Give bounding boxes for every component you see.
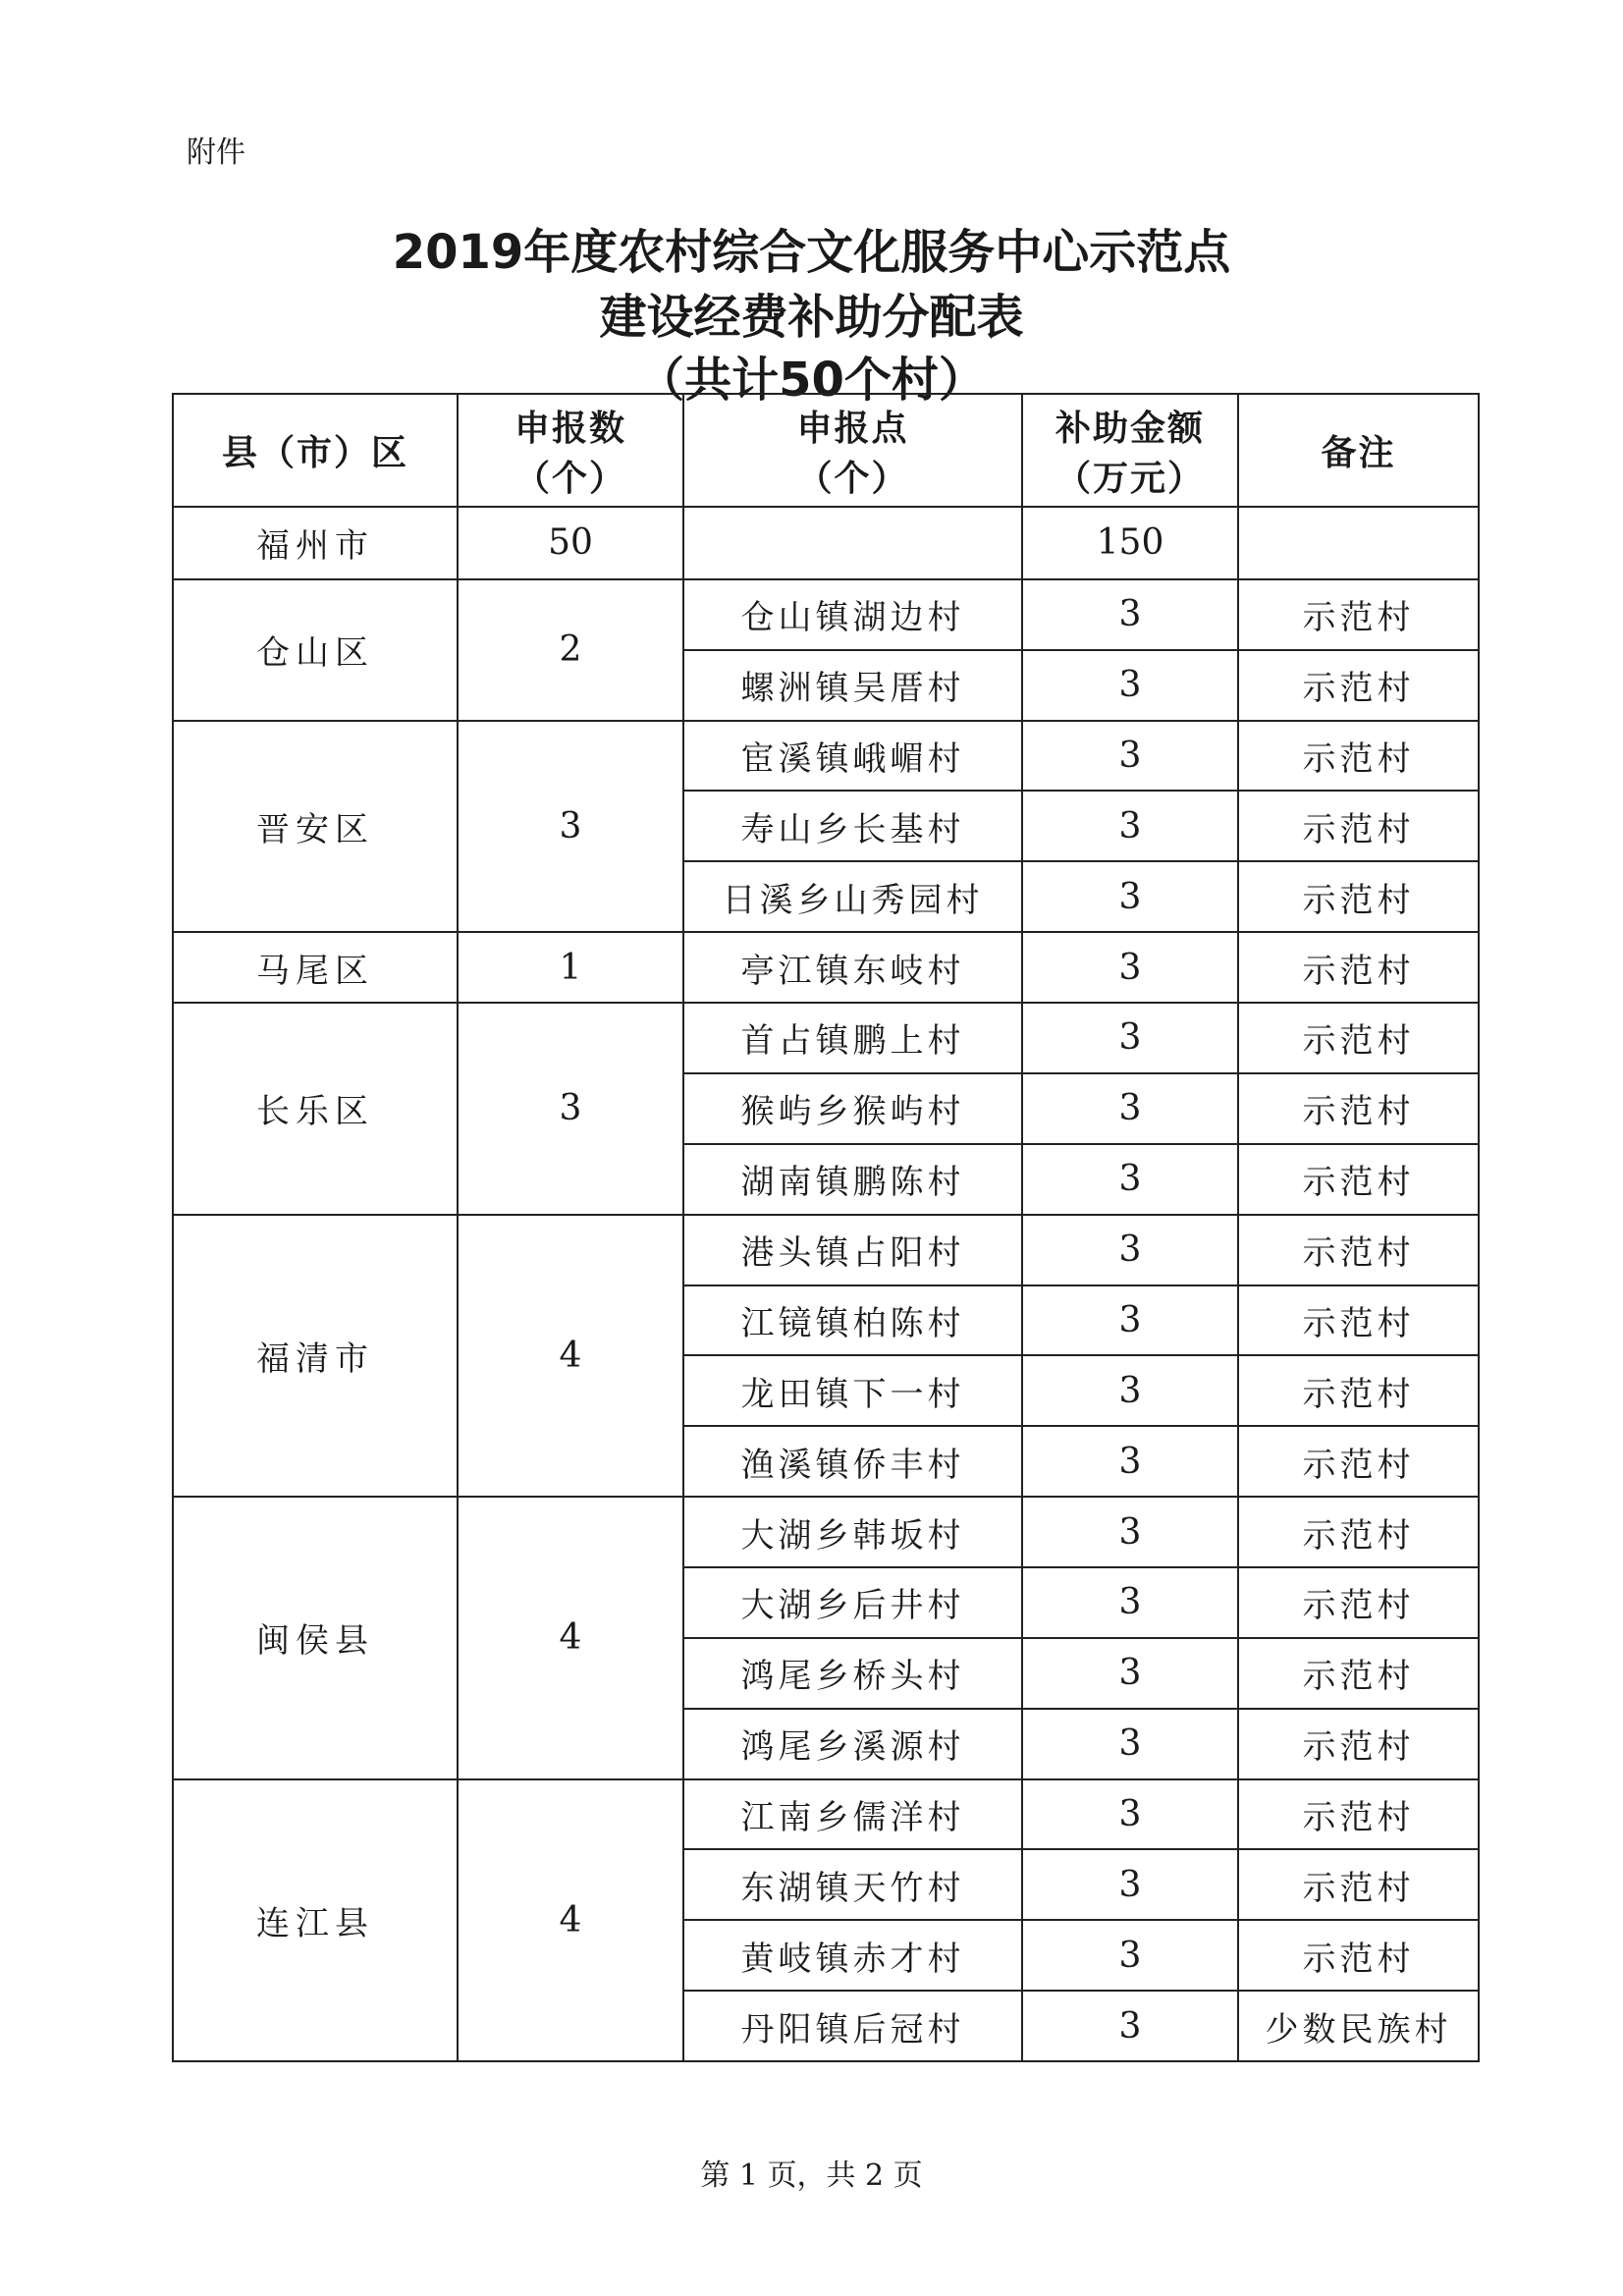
remark-cell: 示范村 [1238, 1638, 1479, 1709]
summary-point [683, 507, 1022, 579]
header-amount-l1: 补助金额 [1055, 408, 1205, 449]
table-row [173, 721, 1479, 792]
attachment-label: 附件 [187, 136, 245, 170]
header-amount-l2: （万元） [1055, 458, 1205, 499]
page-footer: 第 1 页，共 2 页 [700, 2159, 923, 2193]
point-cell: 首占镇鹏上村 [683, 1003, 1022, 1073]
point-cell: 丹阳镇后冠村 [683, 1991, 1022, 2061]
amount-cell: 3 [1022, 791, 1238, 861]
amount-cell: 3 [1022, 1003, 1238, 1073]
remark-cell: 示范村 [1238, 1497, 1479, 1567]
header-county: 县（市）区 [173, 394, 458, 507]
point-cell: 宦溪镇峨嵋村 [683, 721, 1022, 792]
amount-cell: 3 [1022, 1567, 1238, 1638]
remark-cell: 示范村 [1238, 1215, 1479, 1285]
remark-cell: 示范村 [1238, 861, 1479, 932]
point-cell: 东湖镇天竹村 [683, 1849, 1022, 1920]
point-cell: 大湖乡后井村 [683, 1567, 1022, 1638]
amount-cell: 3 [1022, 1426, 1238, 1497]
point-cell: 猴屿乡猴屿村 [683, 1073, 1022, 1144]
point-cell: 螺洲镇吴厝村 [683, 650, 1022, 721]
point-cell: 寿山乡长基村 [683, 791, 1022, 861]
remark-cell: 示范村 [1238, 1144, 1479, 1215]
remark-cell: 示范村 [1238, 1073, 1479, 1144]
point-cell: 鸿尾乡溪源村 [683, 1709, 1022, 1779]
table-row [173, 1779, 1479, 1850]
amount-cell: 3 [1022, 1497, 1238, 1567]
county-cell: 长乐区 [173, 1003, 458, 1215]
point-cell: 日溪乡山秀园村 [683, 861, 1022, 932]
point-cell: 湖南镇鹏陈村 [683, 1144, 1022, 1215]
point-cell: 亭江镇东岐村 [683, 932, 1022, 1003]
count-cell: 4 [458, 1215, 683, 1497]
remark-cell: 示范村 [1238, 650, 1479, 721]
county-cell: 闽侯县 [173, 1497, 458, 1778]
summary-row [173, 507, 1479, 579]
amount-cell: 3 [1022, 579, 1238, 650]
amount-cell: 3 [1022, 650, 1238, 721]
county-cell: 晋安区 [173, 721, 458, 933]
county-cell: 马尾区 [173, 932, 458, 1003]
amount-cell: 3 [1022, 1991, 1238, 2061]
amount-cell: 3 [1022, 861, 1238, 932]
amount-cell: 3 [1022, 1638, 1238, 1709]
remark-cell: 少数民族村 [1238, 1991, 1479, 2061]
count-cell: 4 [458, 1779, 683, 2061]
header-count [458, 394, 683, 507]
point-cell: 港头镇占阳村 [683, 1215, 1022, 1285]
remark-cell: 示范村 [1238, 1779, 1479, 1850]
point-cell: 江南乡儒洋村 [683, 1779, 1022, 1850]
remark-cell: 示范村 [1238, 1849, 1479, 1920]
county-cell: 福清市 [173, 1215, 458, 1497]
table-row [173, 579, 1479, 650]
county-cell: 连江县 [173, 1779, 458, 2061]
header-count-l1: 申报数 [514, 408, 626, 449]
header-point-l2: （个） [796, 458, 909, 499]
remark-cell: 示范村 [1238, 1003, 1479, 1073]
amount-cell: 3 [1022, 1849, 1238, 1920]
amount-cell: 3 [1022, 1144, 1238, 1215]
summary-count: 50 [458, 507, 683, 579]
count-cell: 2 [458, 579, 683, 721]
header-point [683, 394, 1022, 507]
header-amount [1022, 394, 1238, 507]
title-line-1: 2019年度农村综合文化服务中心示范点 [392, 225, 1231, 280]
amount-cell: 3 [1022, 1920, 1238, 1991]
header-count-l2: （个） [514, 458, 626, 499]
point-cell: 鸿尾乡桥头村 [683, 1638, 1022, 1709]
point-cell: 龙田镇下一村 [683, 1355, 1022, 1426]
remark-cell: 示范村 [1238, 791, 1479, 861]
title-line-2: 建设经费补助分配表 [599, 290, 1024, 345]
amount-cell: 3 [1022, 1355, 1238, 1426]
remark-cell: 示范村 [1238, 932, 1479, 1003]
header-remark: 备注 [1238, 394, 1479, 507]
amount-cell: 3 [1022, 1073, 1238, 1144]
remark-cell: 示范村 [1238, 721, 1479, 792]
point-cell: 大湖乡韩坂村 [683, 1497, 1022, 1567]
remark-cell: 示范村 [1238, 1709, 1479, 1779]
remark-cell: 示范村 [1238, 1426, 1479, 1497]
table-row [173, 1215, 1479, 1285]
allocation-table [172, 393, 1480, 2062]
title-line-3: （共计50个村） [637, 353, 986, 408]
amount-cell: 3 [1022, 1285, 1238, 1356]
table-row [173, 1497, 1479, 1567]
count-cell: 3 [458, 1003, 683, 1215]
amount-cell: 3 [1022, 1779, 1238, 1850]
amount-cell: 3 [1022, 1709, 1238, 1779]
amount-cell: 3 [1022, 932, 1238, 1003]
count-cell: 4 [458, 1497, 683, 1778]
point-cell: 渔溪镇侨丰村 [683, 1426, 1022, 1497]
county-cell: 仓山区 [173, 579, 458, 721]
point-cell: 黄岐镇赤才村 [683, 1920, 1022, 1991]
count-cell: 3 [458, 721, 683, 933]
remark-cell: 示范村 [1238, 1285, 1479, 1356]
summary-amount: 150 [1022, 507, 1238, 579]
table-row [173, 1003, 1479, 1073]
remark-cell: 示范村 [1238, 1355, 1479, 1426]
remark-cell: 示范村 [1238, 1567, 1479, 1638]
point-cell: 江镜镇柏陈村 [683, 1285, 1022, 1356]
header-point-l1: 申报点 [796, 408, 909, 449]
summary-county: 福州市 [173, 507, 458, 579]
summary-remark [1238, 507, 1479, 579]
remark-cell: 示范村 [1238, 1920, 1479, 1991]
count-cell: 1 [458, 932, 683, 1003]
amount-cell: 3 [1022, 1215, 1238, 1285]
remark-cell: 示范村 [1238, 579, 1479, 650]
header-row [173, 394, 1479, 507]
table-row [173, 932, 1479, 1003]
point-cell: 仓山镇湖边村 [683, 579, 1022, 650]
amount-cell: 3 [1022, 721, 1238, 792]
